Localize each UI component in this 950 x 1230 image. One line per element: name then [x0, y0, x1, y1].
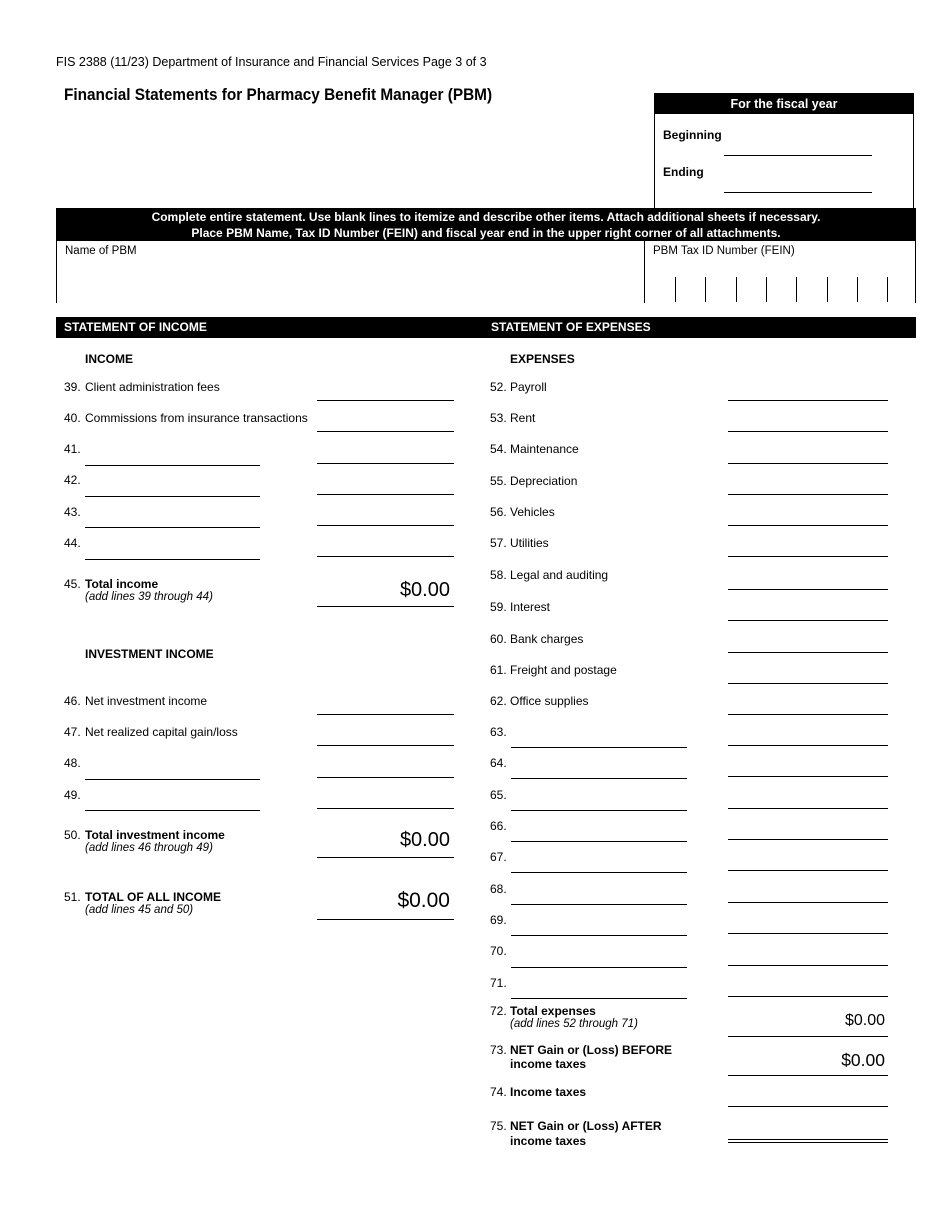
amount-field-42[interactable] — [317, 494, 454, 495]
line-label: Rent — [510, 411, 536, 425]
net-after-label-line-1: NET Gain or (Loss) AFTER — [510, 1119, 662, 1133]
amount-field-69[interactable] — [728, 933, 888, 934]
description-field-69[interactable] — [511, 935, 687, 936]
total-all-income-line — [317, 919, 454, 920]
description-field-43[interactable] — [85, 527, 260, 528]
line-label: Freight and postage — [510, 663, 617, 677]
net-after-label-line-2: income taxes — [510, 1134, 587, 1148]
total-investment-value: $0.00 — [399, 829, 450, 851]
line-number: 70. — [490, 944, 507, 958]
line-number: 67. — [490, 850, 507, 864]
line-number: 50. — [64, 828, 81, 842]
line-label: Vehicles — [510, 505, 555, 519]
income-section-title: STATEMENT OF INCOME — [64, 320, 207, 334]
line-label: Office supplies — [510, 694, 589, 708]
fein-digit-divider — [705, 277, 706, 302]
total-all-income-value: $0.00 — [397, 889, 450, 912]
net-before-label-line-1: NET Gain or (Loss) BEFORE — [510, 1043, 673, 1057]
amount-field-65[interactable] — [728, 808, 888, 809]
amount-field-48[interactable] — [317, 777, 454, 778]
fiscal-year-heading: For the fiscal year — [655, 94, 913, 114]
fein-digit-divider — [675, 277, 676, 302]
form-header: FIS 2388 (11/23) Department of Insurance and Financial Services Page 3 of 3 — [56, 55, 487, 69]
amount-field-46[interactable] — [317, 714, 454, 715]
line-number: 43. — [64, 505, 81, 519]
description-field-41[interactable] — [85, 465, 260, 466]
description-field-42[interactable] — [85, 496, 260, 497]
beginning-date-field[interactable] — [724, 155, 872, 156]
description-field-68[interactable] — [511, 904, 687, 905]
line-number: 40. — [64, 411, 81, 425]
line-label: Commissions from insurance transactions — [85, 411, 308, 425]
line-number: 56. — [490, 505, 507, 519]
amount-field-41[interactable] — [317, 463, 454, 464]
amount-field-43[interactable] — [317, 525, 454, 526]
amount-field-39[interactable] — [317, 400, 454, 401]
pbm-name-value[interactable] — [65, 265, 625, 295]
line-number: 59. — [490, 600, 507, 614]
total-expenses-value: $0.00 — [844, 1012, 885, 1029]
line-number: 45. — [64, 577, 81, 591]
income-taxes-label: Income taxes — [510, 1085, 587, 1099]
amount-field-58[interactable] — [728, 589, 888, 590]
description-field-63[interactable] — [511, 747, 687, 748]
total-income-value: $0.00 — [399, 579, 450, 601]
section-header-bar — [56, 317, 916, 338]
fein-digit-divider — [887, 277, 888, 302]
investment-income-heading: INVESTMENT INCOME — [85, 647, 214, 661]
line-number: 71. — [490, 976, 507, 990]
fein-digit-divider — [766, 277, 767, 302]
total-expenses-line — [728, 1036, 888, 1037]
income-heading: INCOME — [85, 352, 133, 366]
total-investment-note: (add lines 46 through 49) — [85, 842, 213, 854]
total-investment-line — [317, 857, 454, 858]
description-field-66[interactable] — [511, 841, 687, 842]
amount-field-67[interactable] — [728, 870, 888, 871]
fiscal-year-box — [654, 93, 914, 209]
fein-label: PBM Tax ID Number (FEIN) — [653, 245, 795, 257]
amount-field-40[interactable] — [317, 431, 454, 432]
amount-field-55[interactable] — [728, 494, 888, 495]
line-number: 58. — [490, 568, 507, 582]
line-number: 66. — [490, 819, 507, 833]
line-number: 75. — [490, 1119, 507, 1133]
line-number: 46. — [64, 694, 81, 708]
amount-field-44[interactable] — [317, 556, 454, 557]
fein-digit-divider — [857, 277, 858, 302]
line-number: 62. — [490, 694, 507, 708]
fein-digit-divider — [796, 277, 797, 302]
description-field-64[interactable] — [511, 778, 687, 779]
amount-field-52[interactable] — [728, 400, 888, 401]
line-number: 48. — [64, 756, 81, 770]
line-label: Net realized capital gain/loss — [85, 725, 238, 739]
total-expenses-label: Total expenses — [510, 1004, 596, 1018]
description-field-71[interactable] — [511, 998, 687, 999]
line-number: 74. — [490, 1085, 507, 1099]
net-before-value: $0.00 — [841, 1050, 885, 1070]
total-all-income-note: (add lines 45 and 50) — [85, 904, 194, 916]
line-label: Maintenance — [510, 442, 579, 456]
amount-field-68[interactable] — [728, 902, 888, 903]
amount-field-53[interactable] — [728, 431, 888, 432]
line-number: 54. — [490, 442, 507, 456]
amount-field-66[interactable] — [728, 839, 888, 840]
page-title: Financial Statements for Pharmacy Benefit Manager (PBM) — [64, 86, 493, 104]
amount-field-63[interactable] — [728, 745, 888, 746]
income-taxes-field[interactable] — [728, 1106, 888, 1107]
pbm-name-field[interactable] — [56, 241, 644, 303]
amount-field-60[interactable] — [728, 652, 888, 653]
line-number: 53. — [490, 411, 507, 425]
line-number: 63. — [490, 725, 507, 739]
line-number: 72. — [490, 1004, 507, 1018]
ending-label: Ending — [663, 165, 704, 179]
line-number: 65. — [490, 788, 507, 802]
net-before-label-line-2: income taxes — [510, 1057, 587, 1071]
amount-field-57[interactable] — [728, 556, 888, 557]
instructions-line-1: Complete entire statement. Use blank lines to itemize and describe other items. Attach additional sheets if necessary. — [151, 210, 821, 224]
line-number: 68. — [490, 882, 507, 896]
line-number: 49. — [64, 788, 81, 802]
fein-field[interactable] — [644, 241, 916, 303]
line-label: Utilities — [510, 536, 549, 550]
line-number: 73. — [490, 1043, 507, 1057]
total-income-line — [317, 606, 454, 607]
line-number: 39. — [64, 380, 81, 394]
line-label: Net investment income — [85, 694, 208, 708]
line-number: 42. — [64, 473, 81, 487]
expense-section-title: STATEMENT OF EXPENSES — [491, 320, 651, 334]
line-label: Payroll — [510, 380, 547, 394]
amount-field-49[interactable] — [317, 808, 454, 809]
line-number: 47. — [64, 725, 81, 739]
net-before-line — [728, 1075, 888, 1076]
description-field-67[interactable] — [511, 872, 687, 873]
amount-field-59[interactable] — [728, 620, 888, 621]
total-income-label: Total income — [85, 577, 159, 591]
line-number: 57. — [490, 536, 507, 550]
line-number: 41. — [64, 442, 81, 456]
net-after-field[interactable] — [728, 1139, 888, 1143]
line-number: 55. — [490, 474, 507, 488]
description-field-70[interactable] — [511, 967, 687, 968]
total-expenses-note: (add lines 52 through 71) — [510, 1018, 638, 1030]
line-number: 60. — [490, 632, 507, 646]
line-label: Depreciation — [510, 474, 578, 488]
amount-field-71[interactable] — [728, 996, 888, 997]
line-label: Client administration fees — [85, 380, 220, 394]
amount-field-70[interactable] — [728, 965, 888, 966]
instructions-bar — [56, 208, 916, 241]
description-field-44[interactable] — [85, 559, 260, 560]
description-field-48[interactable] — [85, 779, 260, 780]
amount-field-64[interactable] — [728, 776, 888, 777]
line-label: Bank charges — [510, 632, 584, 646]
amount-field-54[interactable] — [728, 463, 888, 464]
amount-field-47[interactable] — [317, 745, 454, 746]
ending-date-field[interactable] — [724, 192, 872, 193]
instructions-line-2: Place PBM Name, Tax ID Number (FEIN) and fiscal year end in the upper right corner of all attachments. — [191, 226, 781, 240]
line-number: 61. — [490, 663, 507, 677]
amount-field-62[interactable] — [728, 714, 888, 715]
description-field-49[interactable] — [85, 810, 260, 811]
total-income-note: (add lines 39 through 44) — [85, 591, 213, 603]
line-number: 52. — [490, 380, 507, 394]
fein-digit-divider — [827, 277, 828, 302]
line-label: Legal and auditing — [510, 568, 609, 582]
amount-field-56[interactable] — [728, 525, 888, 526]
total-all-income-label: TOTAL OF ALL INCOME — [85, 890, 221, 904]
pbm-name-label: Name of PBM — [65, 245, 137, 257]
description-field-65[interactable] — [511, 810, 687, 811]
amount-field-61[interactable] — [728, 683, 888, 684]
line-number: 64. — [490, 756, 507, 770]
line-number: 44. — [64, 536, 81, 550]
fein-digit-divider — [736, 277, 737, 302]
line-label: Interest — [510, 600, 551, 614]
line-number: 51. — [64, 890, 81, 904]
line-number: 69. — [490, 913, 507, 927]
expenses-heading: EXPENSES — [510, 352, 575, 366]
total-investment-label: Total investment income — [85, 828, 225, 842]
beginning-label: Beginning — [663, 128, 722, 142]
